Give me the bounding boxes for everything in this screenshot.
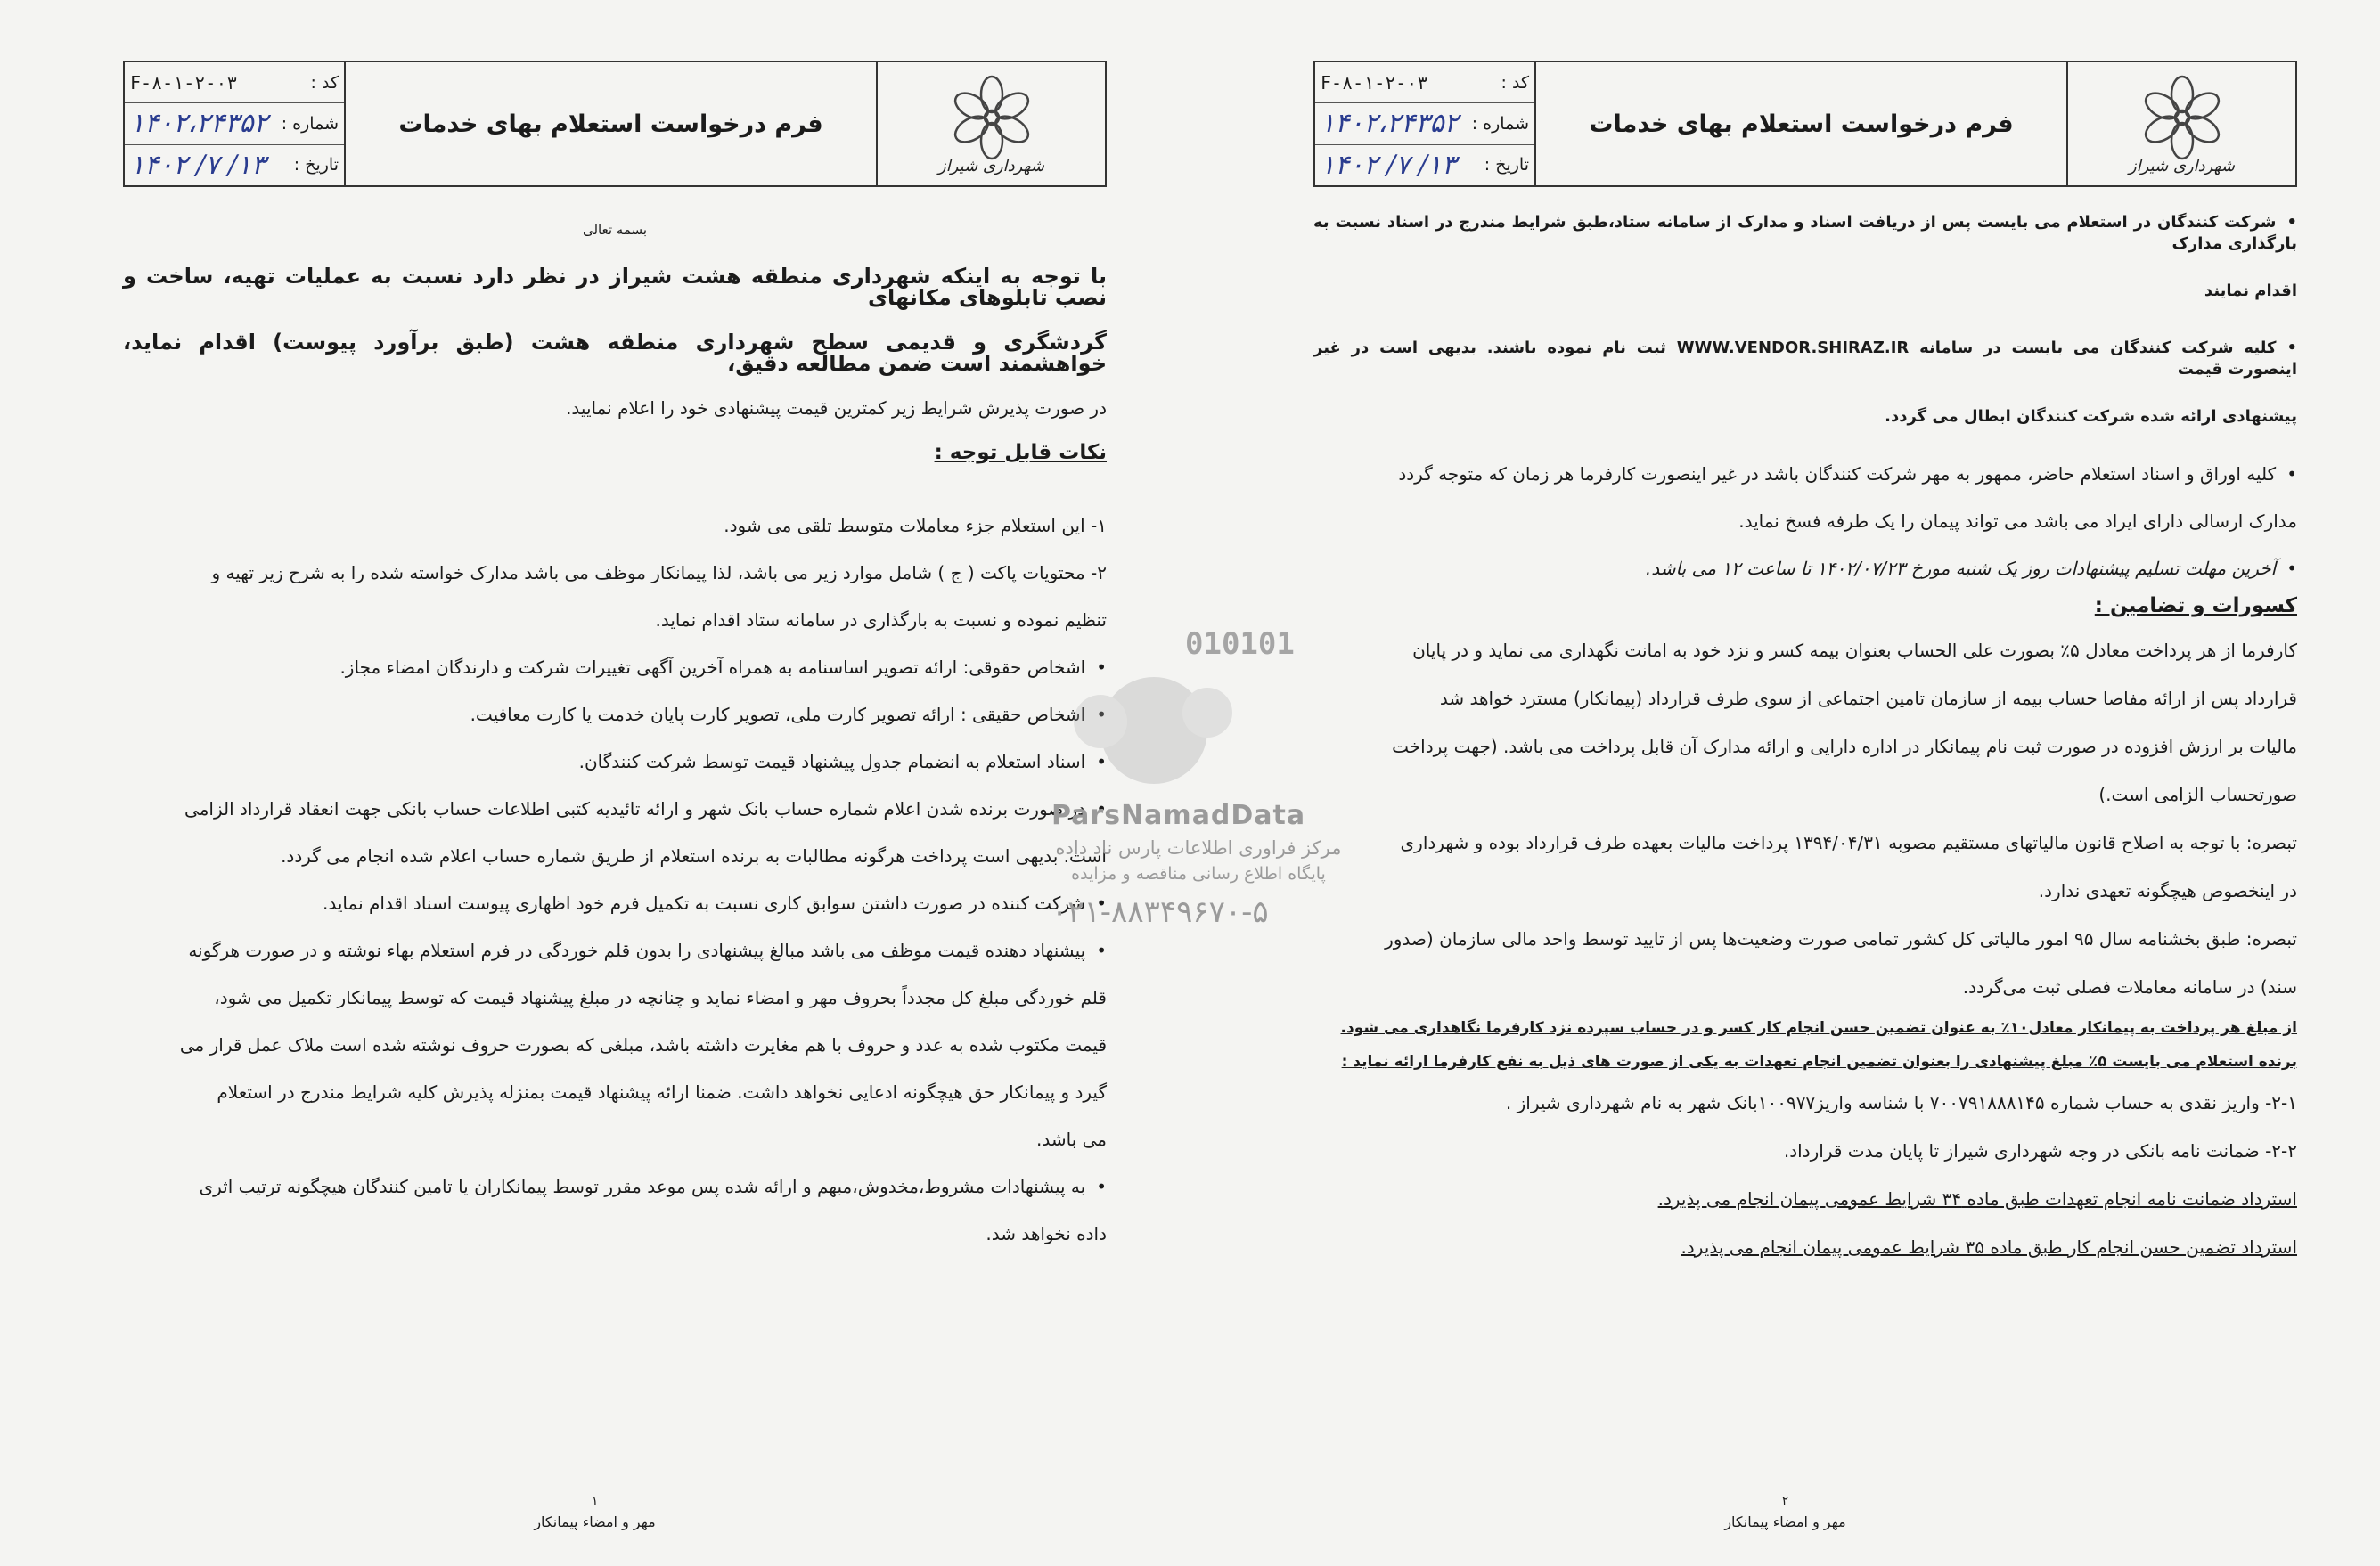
condition-setad-upload-cont: اقدام نمایند bbox=[2204, 281, 2297, 300]
contractor-signature-label: مهر و امضاء پیمانکار bbox=[1724, 1513, 1846, 1530]
note-price-offer: • پیشنهاد دهنده قیمت موظف می باشد مبالغ پیشنهادی را بدون قلم خوردگی در فرم استعلام بهاء نوشته و در صورت هرگونه bbox=[123, 940, 1107, 961]
code-label: کد : bbox=[310, 72, 339, 93]
note-self-declaration: • شرکت کننده در صورت داشتن سوابق کاری نسبت به تکمیل فرم خود اظهاری پیوست اسناد اقدام نماید. bbox=[123, 893, 1107, 914]
letter-number: ۱۴۰۲،۲۴۳۵۲ bbox=[130, 108, 268, 140]
deduction-insurance-cont: قرارداد پس از ارائه مفاصا حساب بیمه از سازمان تامین اجتماعی از سوی طرف قرارداد (پیمانکار) مسترد خواهد شد bbox=[1439, 688, 2297, 709]
date-row bbox=[1315, 145, 1534, 185]
page-footer bbox=[1190, 1494, 2380, 1530]
basmala-block bbox=[123, 219, 1107, 241]
document-page-2 bbox=[1190, 0, 2380, 1566]
note-item-2: ۲- محتویات پاکت ( ج ) شامل موارد زیر می باشد، لذا پیمانکار موظف می باشد مدارک خواسته شده را به شرح زیر تهیه و bbox=[211, 562, 1107, 583]
form-title: فرم درخواست استعلام بهای خدمات bbox=[398, 110, 823, 138]
condition-setad-upload: • شرکت کنندگان در استعلام می بایست پس از دریافت اسناد و مدارک از سامانه ستاد،طبق شرایط مندرج در اسناد نسبت به بارگذاری مدارک bbox=[1313, 212, 2297, 255]
notes-heading: نکات قابل توجه : bbox=[934, 441, 1107, 464]
note-price-offer-4: گیرد و پیمانکار حق هیچگونه ادعایی نخواهد داشت. ضمنا ارائه پیشنهاد قیمت بمنزله پذیرش کلیه شرایط مندرج در استعلام bbox=[217, 1081, 1107, 1103]
page-number: ۱ bbox=[591, 1494, 599, 1508]
watermark-phone: ۰۲۱-۸۸۳۴۹۶۷۰-۵ bbox=[1051, 894, 1269, 930]
note-natural-persons: • اشخاص حقیقی : ارائه تصویر کارت ملی، تصویر کارت پایان خدمت یا کارت معافیت. bbox=[123, 704, 1107, 725]
number-label: شماره : bbox=[1471, 113, 1529, 134]
letter-date: ۱۴۰۲ /۷ /۱۳ bbox=[1321, 149, 1457, 181]
note-conditional-offers: • به پیشنهادات مشروط،مخدوش،مبهم و ارائه شده پس موعد مقرر توسط پیمانکاران یا تامین کنندگان هیچگونه ترتیب اثری bbox=[123, 1176, 1107, 1197]
deduction-vat-cont: صورتحساب الزامی است.) bbox=[2098, 784, 2297, 805]
date-label: تاریخ : bbox=[293, 155, 339, 175]
condition-vendor-registration-cont: پیشنهادی ارائه شده شرکت کنندگان ابطال می گردد. bbox=[1885, 407, 2297, 426]
date-label: تاریخ : bbox=[1484, 155, 1529, 175]
note-bank-account: • در صورت برنده شدن اعلام شماره حساب بانک شهر و ارائه تائیدیه کتبی اطلاعات حساب بانکی جهت انعقاد قرارداد الزامی bbox=[123, 798, 1107, 820]
watermark-subtitle-2: پایگاه اطلاع رسانی مناقصه و مزایده bbox=[1071, 864, 1326, 884]
note-circular-95: تبصره: طبق بخشنامه سال ۹۵ امور مالیاتی کل کشور تمامی صورت وضعیت‌ها پس از تایید توسط واحد مالی سازمان (صدور bbox=[1385, 928, 2297, 950]
intro-line-3: در صورت پذیرش شرایط زیر کمترین قیمت پیشنهادی خود را اعلام نمایید. bbox=[566, 397, 1107, 419]
note-tax-law: تبصره: با توجه به اصلاح قانون مالیاتهای مستقیم مصوبه ۱۳۹۴/۰۴/۳۱ پرداخت مالیات بعهده طرف قرارداد بوده و شهرداری bbox=[1400, 832, 2297, 853]
condition-stamped-docs: • کلیه اوراق و اسناد استعلام حاضر، ممهور به مهر شرکت کنندگان باشد در غیر اینصورت کارفرما هر زمان که متوجه گردد bbox=[1313, 463, 2297, 485]
form-header bbox=[123, 61, 1107, 187]
basmala: بسمه تعالی bbox=[582, 222, 648, 238]
flower-logo-icon bbox=[943, 73, 1041, 162]
watermark-subtitle: مرکز فراوری اطلاعات پارس ناد داده bbox=[1055, 837, 1342, 859]
deduction-vat: مالیات بر ارزش افزوده در صورت ثبت نام پیمانکار در اداره دارایی و ارائه مدارک آن قابل پرداخت می باشد. (جهت پرداخت bbox=[1392, 736, 2297, 757]
flower-logo-icon bbox=[2133, 73, 2231, 162]
deduction-insurance: کارفرما از هر پرداخت معادل ۵٪ بصورت علی الحساب بعنوان بیمه کسر و نزد خود به امانت نگهداری می نماید و در پایان bbox=[1412, 640, 2297, 661]
commitment-guarantee: برنده استعلام می بایست ۵٪ مبلغ پیشنهادی را بعنوان تضمین انجام تعهدات به یکی از صورت های ذیل به نفع کارفرما ارائه نماید : bbox=[1341, 1053, 2297, 1071]
condition-vendor-registration: • کلیه شرکت کنندگان می بایست در سامانه WWW.VENDOR.SHIRAZ.IR ثبت نام نموده باشند. بدیهی است در غیر اینصورت قیمت bbox=[1313, 338, 2297, 380]
note-item-2-cont: تنظیم نموده و نسبت به بارگذاری در سامانه ستاد اقدام نماید. bbox=[655, 609, 1107, 631]
form-title: فرم درخواست استعلام بهای خدمات bbox=[1589, 110, 2014, 138]
note-bank-account-cont: است. بدیهی است پرداخت هرگونه مطالبات به برنده استعلام از طریق شماره حساب اعلام شده انجام می گردد. bbox=[281, 845, 1107, 867]
note-item-1: ۱- این استعلام جزء معاملات متوسط تلقی می شود. bbox=[724, 515, 1107, 536]
contractor-signature-label: مهر و امضاء پیمانکار bbox=[534, 1513, 656, 1530]
number-label: شماره : bbox=[281, 113, 339, 134]
logo-caption: شهرداری شیراز bbox=[2129, 156, 2235, 175]
deductions-list bbox=[1313, 640, 2297, 1285]
code-row bbox=[125, 62, 344, 103]
intro-paragraph bbox=[123, 265, 1107, 486]
intro-line-1: با توجه به اینکه شهرداری منطقه هشت شیراز در نظر دارد نسبت به عملیات تهیه، ساخت و نصب تابلوهای مکانهای bbox=[123, 264, 1107, 310]
code-value: F-۸-۱-۲-۰۳ bbox=[1321, 71, 1428, 94]
watermark-brand: ParsNamadData bbox=[1051, 800, 1306, 831]
guarantee-option-cash: ۲-۱- واریز نقدی به حساب شماره ۷۰۰۷۹۱۸۸۸۱۴۵ با شناسه واریز۱۰۰۹۷۷بانک شهر به نام شهرداری شیراز . bbox=[1505, 1092, 2297, 1113]
letter-date: ۱۴۰۲ /۷ /۱۳ bbox=[130, 149, 266, 181]
code-row bbox=[1315, 62, 1534, 103]
note-circular-95-cont: سند) در سامانه معاملات فصلی ثبت می‌گردد. bbox=[1962, 976, 2297, 998]
guarantee-option-bank: ۲-۲- ضمانت نامه بانکی در وجه شهرداری شیراز تا پایان مدت قرارداد. bbox=[1783, 1140, 2297, 1162]
note-legal-persons: • اشخاص حقوقی: ارائه تصویر اساسنامه به همراه آخرین آگهی تغییرات شرکت و دارندگان امضاء مجاز. bbox=[123, 657, 1107, 678]
shiraz-municipality-logo bbox=[876, 62, 1105, 185]
note-conditional-offers-cont: داده نخواهد شد. bbox=[986, 1223, 1107, 1244]
shiraz-municipality-logo bbox=[2066, 62, 2295, 185]
note-tender-docs: • اسناد استعلام به انضمام جدول پیشنهاد قیمت توسط شرکت کنندگان. bbox=[123, 751, 1107, 772]
number-row bbox=[1315, 103, 1534, 144]
page-footer bbox=[0, 1494, 1190, 1530]
header-meta-box bbox=[1315, 62, 1536, 185]
notes-list bbox=[123, 515, 1107, 1270]
logo-caption: شهرداری شیراز bbox=[938, 156, 1044, 175]
note-price-offer-3: قیمت مکتوب شده به عدد و حروف با هم مغایرت داشته باشد، مبلغی که بصورت حروف نوشته شده است ملاک عمل قرار می bbox=[179, 1034, 1107, 1056]
number-row bbox=[125, 103, 344, 144]
code-label: کد : bbox=[1501, 72, 1529, 93]
date-row bbox=[125, 145, 344, 185]
performance-guarantee: از مبلغ هر پرداخت به پیمانکار معادل۱۰٪ به عنوان تضمین حسن انجام کار کسر و در حساب سپرده نزد کارفرما نگاهداری می شود. bbox=[1340, 1019, 2297, 1037]
guarantee-refund-34: استرداد ضمانت نامه انجام تعهدات طبق ماده ۳۴ شرایط عمومی پیمان انجام می پذیرد. bbox=[1657, 1188, 2297, 1210]
intro-line-2: گردشگری و قدیمی سطح شهرداری منطقه هشت (طبق برآورد پیوست) اقدام نماید، خواهشمند است ضمن مطالعه دقیق، bbox=[123, 330, 1107, 376]
code-value: F-۸-۱-۲-۰۳ bbox=[130, 71, 238, 94]
note-price-offer-5: می باشد. bbox=[1035, 1129, 1107, 1150]
watermark-digits: 010101 bbox=[1185, 626, 1295, 662]
deductions-heading: کسورات و تضامین : bbox=[2094, 594, 2297, 617]
letter-number: ۱۴۰۲،۲۴۳۵۲ bbox=[1321, 108, 1459, 140]
header-meta-box bbox=[125, 62, 346, 185]
condition-stamped-docs-cont: مدارک ارسالی دارای ایراد می باشد می تواند پیمان را یک طرفه فسخ نماید. bbox=[1738, 510, 2297, 532]
form-header bbox=[1313, 61, 2297, 187]
conditions-list bbox=[1313, 212, 2297, 638]
page-number: ۲ bbox=[1781, 1494, 1789, 1508]
submission-deadline: • آخرین مهلت تسلیم پیشنهادات روز یک شنبه مورخ ۱۴۰۲/۰۷/۲۳ تا ساعت ۱۲ می باشد. bbox=[1313, 558, 2297, 579]
guarantee-refund-35: استرداد تضمین حسن انجام کار طبق ماده ۳۵ شرایط عمومی پیمان انجام می پذیرد. bbox=[1681, 1236, 2297, 1258]
note-tax-law-cont: در اینخصوص هیچگونه تعهدی ندارد. bbox=[2038, 880, 2297, 901]
note-price-offer-2: قلم خوردگی مبلغ کل مجدداً بحروف مهر و امضاء نماید و چنانچه در مبلغ پیشنهاد قیمت که توسط پیمانکار تکمیل می شود، bbox=[214, 987, 1107, 1008]
